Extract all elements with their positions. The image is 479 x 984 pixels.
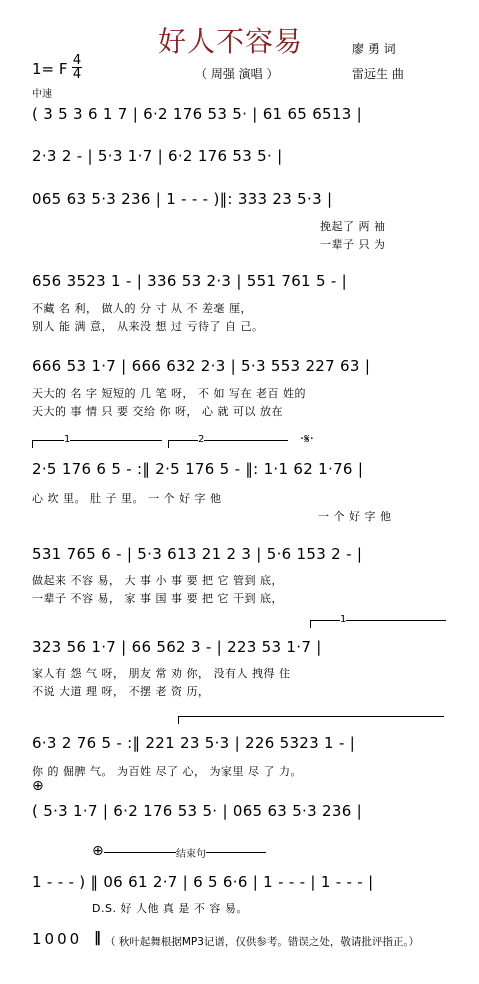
lyric-row-6b: 一 个 好 字 他 [318, 510, 392, 523]
score-row-8: 323 56 1·7 | 66 562 3 - | 223 53 1·7 | [32, 638, 322, 656]
score-row-10: ( 5·3 1·7 | 6·2 176 53 5· | 065 63 5·3 236 | [32, 802, 362, 820]
singer: （ 周强 演唱 ） [195, 67, 279, 81]
ending-1b-label: 1 [340, 614, 347, 625]
coda-icon-2: ⊕ [92, 843, 104, 859]
segno-icon: ·𝄋· [300, 432, 314, 447]
lyric-row-8a: 家人有 怨 气 呀， 朋友 常 劝 你， 没有人 拽得 住 [32, 667, 291, 680]
score-row-2: 2·3 2 - | 5·3 1·7 | 6·2 176 53 5· | [32, 147, 283, 165]
lyric-row-9a: 你 的 倔脾 气。 为百姓 尽了 心， 为家里 尽 了 力。 [32, 765, 302, 778]
transcriber-note: （ 秋叶起舞根据MP3记谱，仅供参考。错误之处，敬请批评指正。） [105, 936, 420, 948]
score-row-3: 065 63 5·3 236 | 1 - - - )‖: 333 23 5·3 | [32, 190, 333, 208]
ending-1-bracket-start [32, 440, 33, 448]
time-signature-top: 4 [72, 53, 82, 68]
ending-2b-bracket [178, 716, 444, 717]
score-row-11: 1 - - - ) ‖ 06 61 2·7 | 6 5 6·6 | 1 - - - | 1 - - - | [32, 873, 374, 891]
lyric-row-5a: 天大的 名 字 短短的 几 笔 呀， 不 如 写在 老百 姓的 [32, 387, 306, 400]
tempo-mark: 中速 [32, 89, 52, 100]
key-signature: 1= F [32, 60, 68, 78]
ending-2b-bracket-start [178, 716, 179, 724]
coda-label: 结束句 [176, 845, 206, 860]
score-row-12: 1000 [32, 930, 83, 948]
score-row-1: ( 3 5 3 6 1 7 | 6·2 176 53 5· | 61 65 6513 | [32, 105, 362, 123]
composer: 雷远生 曲 [352, 67, 404, 81]
ending-1-bracket [32, 440, 162, 441]
lyric-row-3a: 挽起了 两 袖 [320, 220, 386, 233]
lyric-row-6a: 心 坎 里。 肚 子 里。 一 个 好 字 他 [32, 492, 222, 505]
score-row-7: 531 765 6 - | 5·3 613 21 2 3 | 5·6 153 2 - | [32, 545, 363, 563]
lyric-row-3b: 一辈子 只 为 [320, 238, 386, 251]
page-title: 好人不容易 [158, 25, 304, 58]
ending-2-bracket [168, 440, 288, 441]
lyricist: 廖 勇 词 [352, 42, 396, 56]
time-signature [72, 54, 82, 81]
ending-1b-bracket [310, 620, 446, 621]
coda-icon: ⊕ [32, 778, 44, 794]
score-row-5: 666 53 1·7 | 666 632 2·3 | 5·3 553 227 63 | [32, 357, 371, 375]
lyric-row-7a: 做起来 不容 易， 大 事 小 事 要 把 它 管到 底， [32, 574, 283, 587]
score-row-6: 2·5 176 6 5 - :‖ 2·5 176 5 - ‖: 1·1 62 1·76 | [32, 460, 364, 478]
ending-2-bracket-start [168, 440, 169, 448]
lyric-row-7b: 一辈子 不容 易， 家 事 国 事 要 把 它 干到 底， [32, 592, 283, 605]
ending-1-label: 1 [64, 434, 71, 445]
score-row-4: 656 3523 1 - | 336 53 2·3 | 551 761 5 - | [32, 272, 347, 290]
time-signature-bottom: 4 [72, 67, 82, 82]
lyric-row-8b: 不说 大道 理 呀， 不摆 老 资 历， [32, 685, 210, 698]
ending-1b-bracket-start [310, 620, 311, 628]
ending-2-label: 2 [198, 434, 205, 445]
lyric-row-4a: 不藏 名 利， 做人的 分 寸 从 不 差毫 厘， [32, 302, 252, 315]
score-row-9: 6·3 2 76 5 - :‖ 221 23 5·3 | 226 5323 1 - | [32, 734, 356, 752]
lyric-row-5b: 天大的 事 情 只 要 交给 你 呀， 心 就 可以 放在 [32, 405, 283, 418]
final-barline: ‖ [94, 930, 101, 946]
lyric-row-11: D.S. 好 人他 真 是 不 容 易。 [92, 902, 248, 915]
lyric-row-4b: 别人 能 满 意， 从来没 想 过 亏待了 自 己。 [32, 320, 264, 333]
